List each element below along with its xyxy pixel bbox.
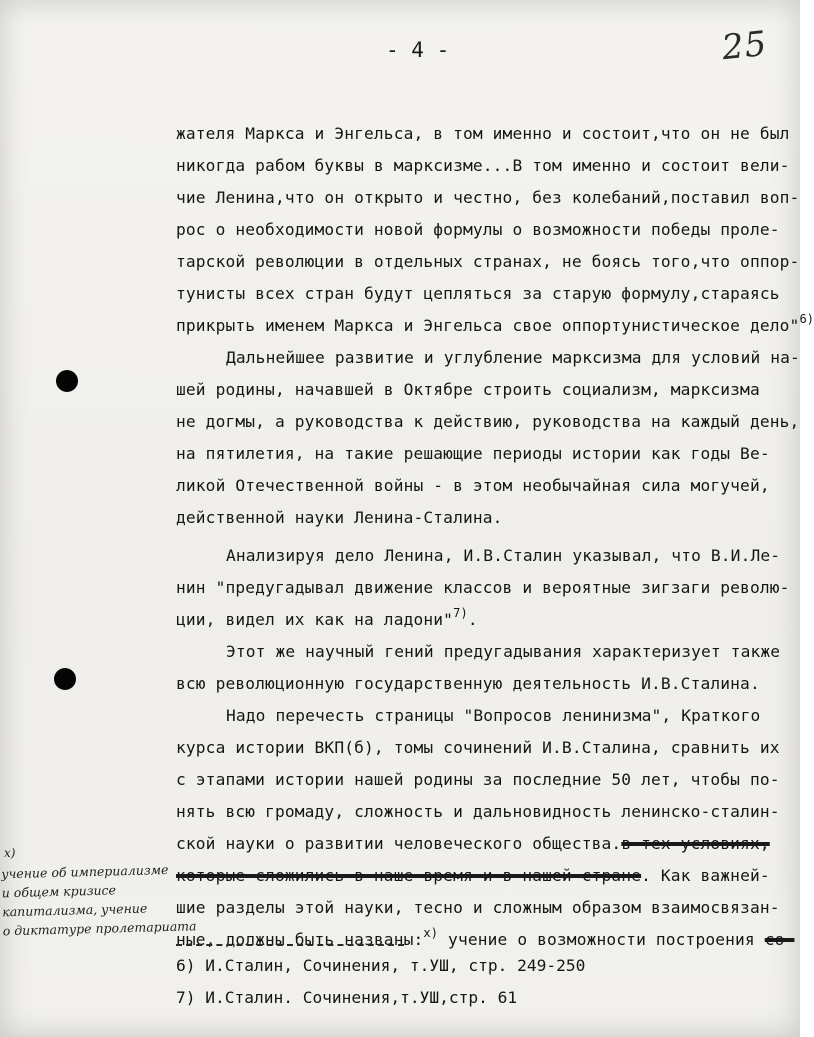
text-line-content: ные, должны быть названы: xyxy=(176,930,424,949)
text-line xyxy=(176,312,814,335)
margin-note-line: капитализма, учение xyxy=(2,900,148,920)
margin-note-line: и общем кризисе xyxy=(1,882,117,901)
text-line: тарской революции в отдельных странах, не боясь того,что оппор- xyxy=(176,252,800,271)
archive-page-number: 25 xyxy=(720,23,770,69)
footnote-ref-7: 7) xyxy=(453,606,468,620)
paragraph-start: Надо перечесть страницы "Вопросов ленинизма", Краткого xyxy=(226,706,761,725)
text-line: ции, видел их как на ладони"$^{7)}$. xyxy=(176,606,478,629)
struck-text: в тех условиях, xyxy=(621,834,770,853)
text-line: шей родины, начавшей в Октябре строить социализм, марксизма xyxy=(176,380,760,399)
text-line: рос о необходимости новой формулы о возможности победы проле- xyxy=(176,220,780,239)
text-line-content: ской науки о развитии человеческого общества. xyxy=(176,834,622,853)
paragraph-start: Анализируя дело Ленина, И.В.Сталин указывал, что В.И.Ле- xyxy=(226,546,781,565)
footnote-divider xyxy=(176,944,404,946)
text-line-content: . Как важней- xyxy=(641,866,770,885)
text-line: ликой Отечественной войны - в этом необычайная сила могучей, xyxy=(176,476,770,495)
paragraph-start: Дальнейшее развитие и углубление марксизма для условий на- xyxy=(226,348,800,367)
footnote-6: 6) И.Сталин, Сочинения, т.УШ, стр. 249-250 xyxy=(176,956,586,975)
footnote-ref-6: 6) xyxy=(799,312,814,326)
text-line xyxy=(176,926,795,949)
text-line: тунисты всех стран будут цепляться за старую формулу,стараясь xyxy=(176,284,780,303)
text-line: жателя Маркса и Энгельса, в том именно и состоит,что он не был xyxy=(176,124,790,143)
struck-text: со- xyxy=(764,930,795,949)
text-line-content: ции, видел их как на ладони" xyxy=(176,610,454,629)
page-number: - 4 - xyxy=(386,38,450,62)
footnote-7: 7) И.Сталин. Сочинения,т.УШ,стр. 61 xyxy=(176,988,518,1007)
text-line: никогда рабом буквы в марксизме...В том именно и состоит вели- xyxy=(176,156,790,175)
insertion-mark: x) xyxy=(423,926,439,940)
text-line: курса истории ВКП(б), томы сочинений И.В.Сталина, сравнить их xyxy=(176,738,780,757)
text-line: не догмы, а руководства к действию, руководства на каждый день, xyxy=(176,412,800,431)
text-line-content: учение о возможности построения xyxy=(438,930,755,949)
text-line: чие Ленина,что он открыто и честно, без колебаний,поставил воп- xyxy=(176,188,800,207)
margin-note-line: о диктатуре пролетариата xyxy=(2,918,197,939)
text-line: с этапами истории нашей родины за последние 50 лет, чтобы по- xyxy=(176,770,780,789)
struck-text: которые сложились в наше время и в нашей стране xyxy=(176,866,642,885)
text-line: нять всю громаду, сложность и дальновидность ленинско-сталин- xyxy=(176,802,780,821)
text-line-content: прикрыть именем Маркса и Энгельса свое оппортунистическое дело" xyxy=(176,316,800,335)
text-line: шие разделы этой науки, тесно и сложным образом взаимосвязан- xyxy=(176,898,780,917)
text-line: всю революционную государственную деятельность И.В.Сталина. xyxy=(176,674,760,693)
margin-note-marker: x) xyxy=(4,846,16,860)
paragraph-start: Этот же научный гений предугадывания характеризует также xyxy=(226,642,781,661)
text-line: действенной науки Ленина-Сталина. xyxy=(176,508,503,527)
text-line: нин "предугадывал движение классов и вероятные зигзаги револю- xyxy=(176,578,790,597)
text-line xyxy=(176,834,770,853)
handwritten-margin-note xyxy=(1,860,197,941)
margin-note-line: учение об империализме xyxy=(1,861,169,882)
text-line xyxy=(176,866,770,885)
text-line: на пятилетия, на такие решающие периоды истории как годы Ве- xyxy=(176,444,770,463)
